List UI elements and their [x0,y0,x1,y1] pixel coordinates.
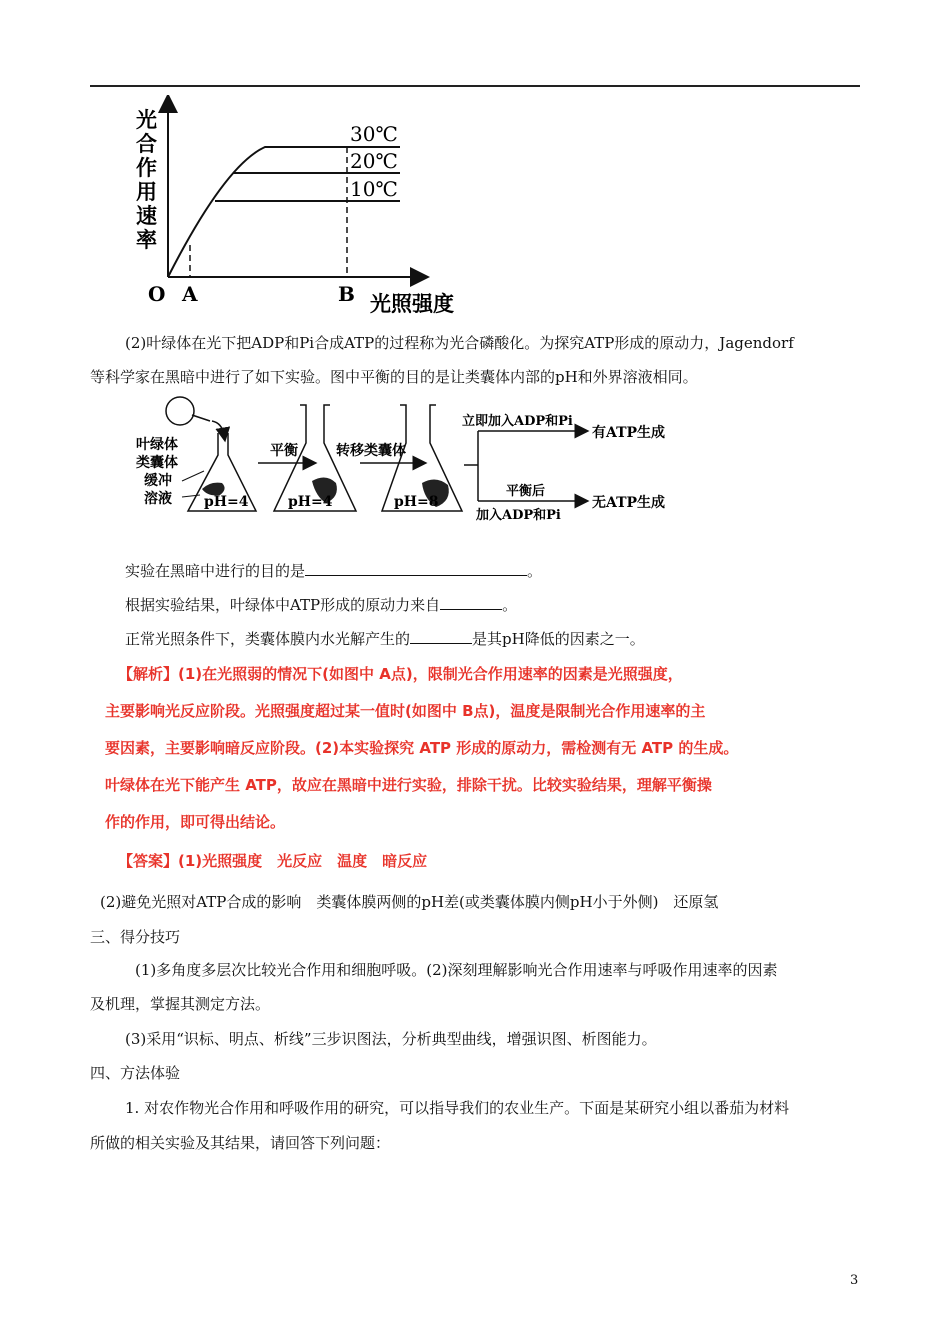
q2-text: 根据实验结果，叶绿体中ATP形成的原动力来自 [125,596,441,614]
origin-label: O [148,282,166,306]
answer-line-1: 【答案】(1)光照强度 光反应 温度 暗反应 [118,852,428,870]
label-20: 20℃ [350,149,398,173]
para1-line2: 等科学家在黑暗中进行了如下实验。图中平衡的目的是让类囊体内部的pH和外界溶液相同。 [90,368,698,386]
y-label-5: 速 [136,203,157,228]
q1-blank[interactable] [305,561,527,576]
left-label-3: 缓冲 [144,473,172,489]
section4-line2: 所做的相关实验及其结果，请回答下列问题： [90,1134,391,1152]
top-result: 有ATP生成 [592,425,666,441]
analysis-line-5: 作的作用，即可得出结论。 [105,813,286,831]
flask2-ph: pH=4 [288,494,333,510]
flask3-ph: pH=8 [394,494,439,510]
question-3 [125,628,645,650]
section3-line2: 及机理，掌握其测定方法。 [90,995,271,1013]
bottom-action-2: 加入ADP和Pi [476,508,561,523]
section3-title: 三、得分技巧 [90,928,181,946]
q3-text: 正常光照条件下，类囊体膜内水光解产生的 [125,630,411,648]
q3-blank[interactable] [410,629,472,644]
label-30: 30℃ [350,122,398,146]
q1-suffix: 。 [527,562,543,580]
q1-text: 实验在黑暗中进行的目的是 [125,562,306,580]
para1-line1: (2)叶绿体在光下把ADP和Pi合成ATP的过程称为光合磷酸化。为探究ATP形成的原动力，Jagendorf [125,334,794,352]
bottom-result: 无ATP生成 [592,495,666,511]
y-label-1: 光 [136,107,157,132]
b-label: B [338,282,355,306]
experiment-diagram [130,393,690,533]
left-label-4: 溶液 [144,491,172,507]
dropper-bulb [166,397,194,425]
y-label-4: 用 [136,179,157,204]
section3-line3: (3)采用“识标、明点、析线”三步识图法，分析典型曲线，增强识图、析图能力。 [125,1030,657,1048]
label-10: 10℃ [350,177,398,201]
left-label-2: 类囊体 [136,455,178,471]
flask1-ph: pH=4 [204,494,249,510]
analysis-line-1: 【解析】(1)在光照弱的情况下(如图中 A点)，限制光合作用速率的因素是光照强度， [118,665,683,683]
step1-label: 平衡 [270,443,298,459]
section4-title: 四、方法体验 [90,1064,181,1082]
section3-line1: (1)多角度多层次比较光合作用和细胞呼吸。(2)深刻理解影响光合作用速率与呼吸作用速率的因素 [135,961,778,979]
answer-line-2: (2)避免光照对ATP合成的影响 类囊体膜两侧的pH差(或类囊体膜内侧pH小于外侧) 还原氢 [100,893,719,911]
question-2 [125,594,517,616]
question-1 [125,560,542,582]
a-label: A [182,282,198,306]
q2-suffix: 。 [502,596,518,614]
left-label-1: 叶绿体 [136,437,178,453]
y-label-6: 率 [136,227,157,252]
analysis-line-4: 叶绿体在光下能产生 ATP，故应在黑暗中进行实验，排除干扰。比较实验结果，理解平衡操 [105,776,712,794]
y-label-2: 合 [136,131,157,156]
analysis-line-3: 要因素，主要影响暗反应阶段。(2)本实验探究 ATP 形成的原动力，需检测有无 ATP 的生成。 [105,739,739,757]
analysis-line-2: 主要影响光反应阶段。光照强度超过某一值时(如图中 B点)，温度是限制光合作用速率的主 [105,702,706,720]
header-rule [90,85,860,87]
step2-label: 转移类囊体 [336,443,406,459]
section4-line1: 1. 对农作物光合作用和呼吸作用的研究，可以指导我们的农业生产。下面是某研究小组以番茄为材料 [125,1099,790,1117]
page-number: 3 [850,1273,859,1288]
y-label-3: 作 [136,155,157,180]
x-axis-label: 光照强度 [370,291,454,316]
q3-suffix: 是其pH降低的因素之一。 [472,630,645,648]
photosynthesis-graph [130,95,490,320]
q2-blank[interactable] [440,595,502,610]
bottom-action-1: 平衡后 [506,484,546,499]
top-action: 立即加入ADP和Pi [462,414,573,429]
